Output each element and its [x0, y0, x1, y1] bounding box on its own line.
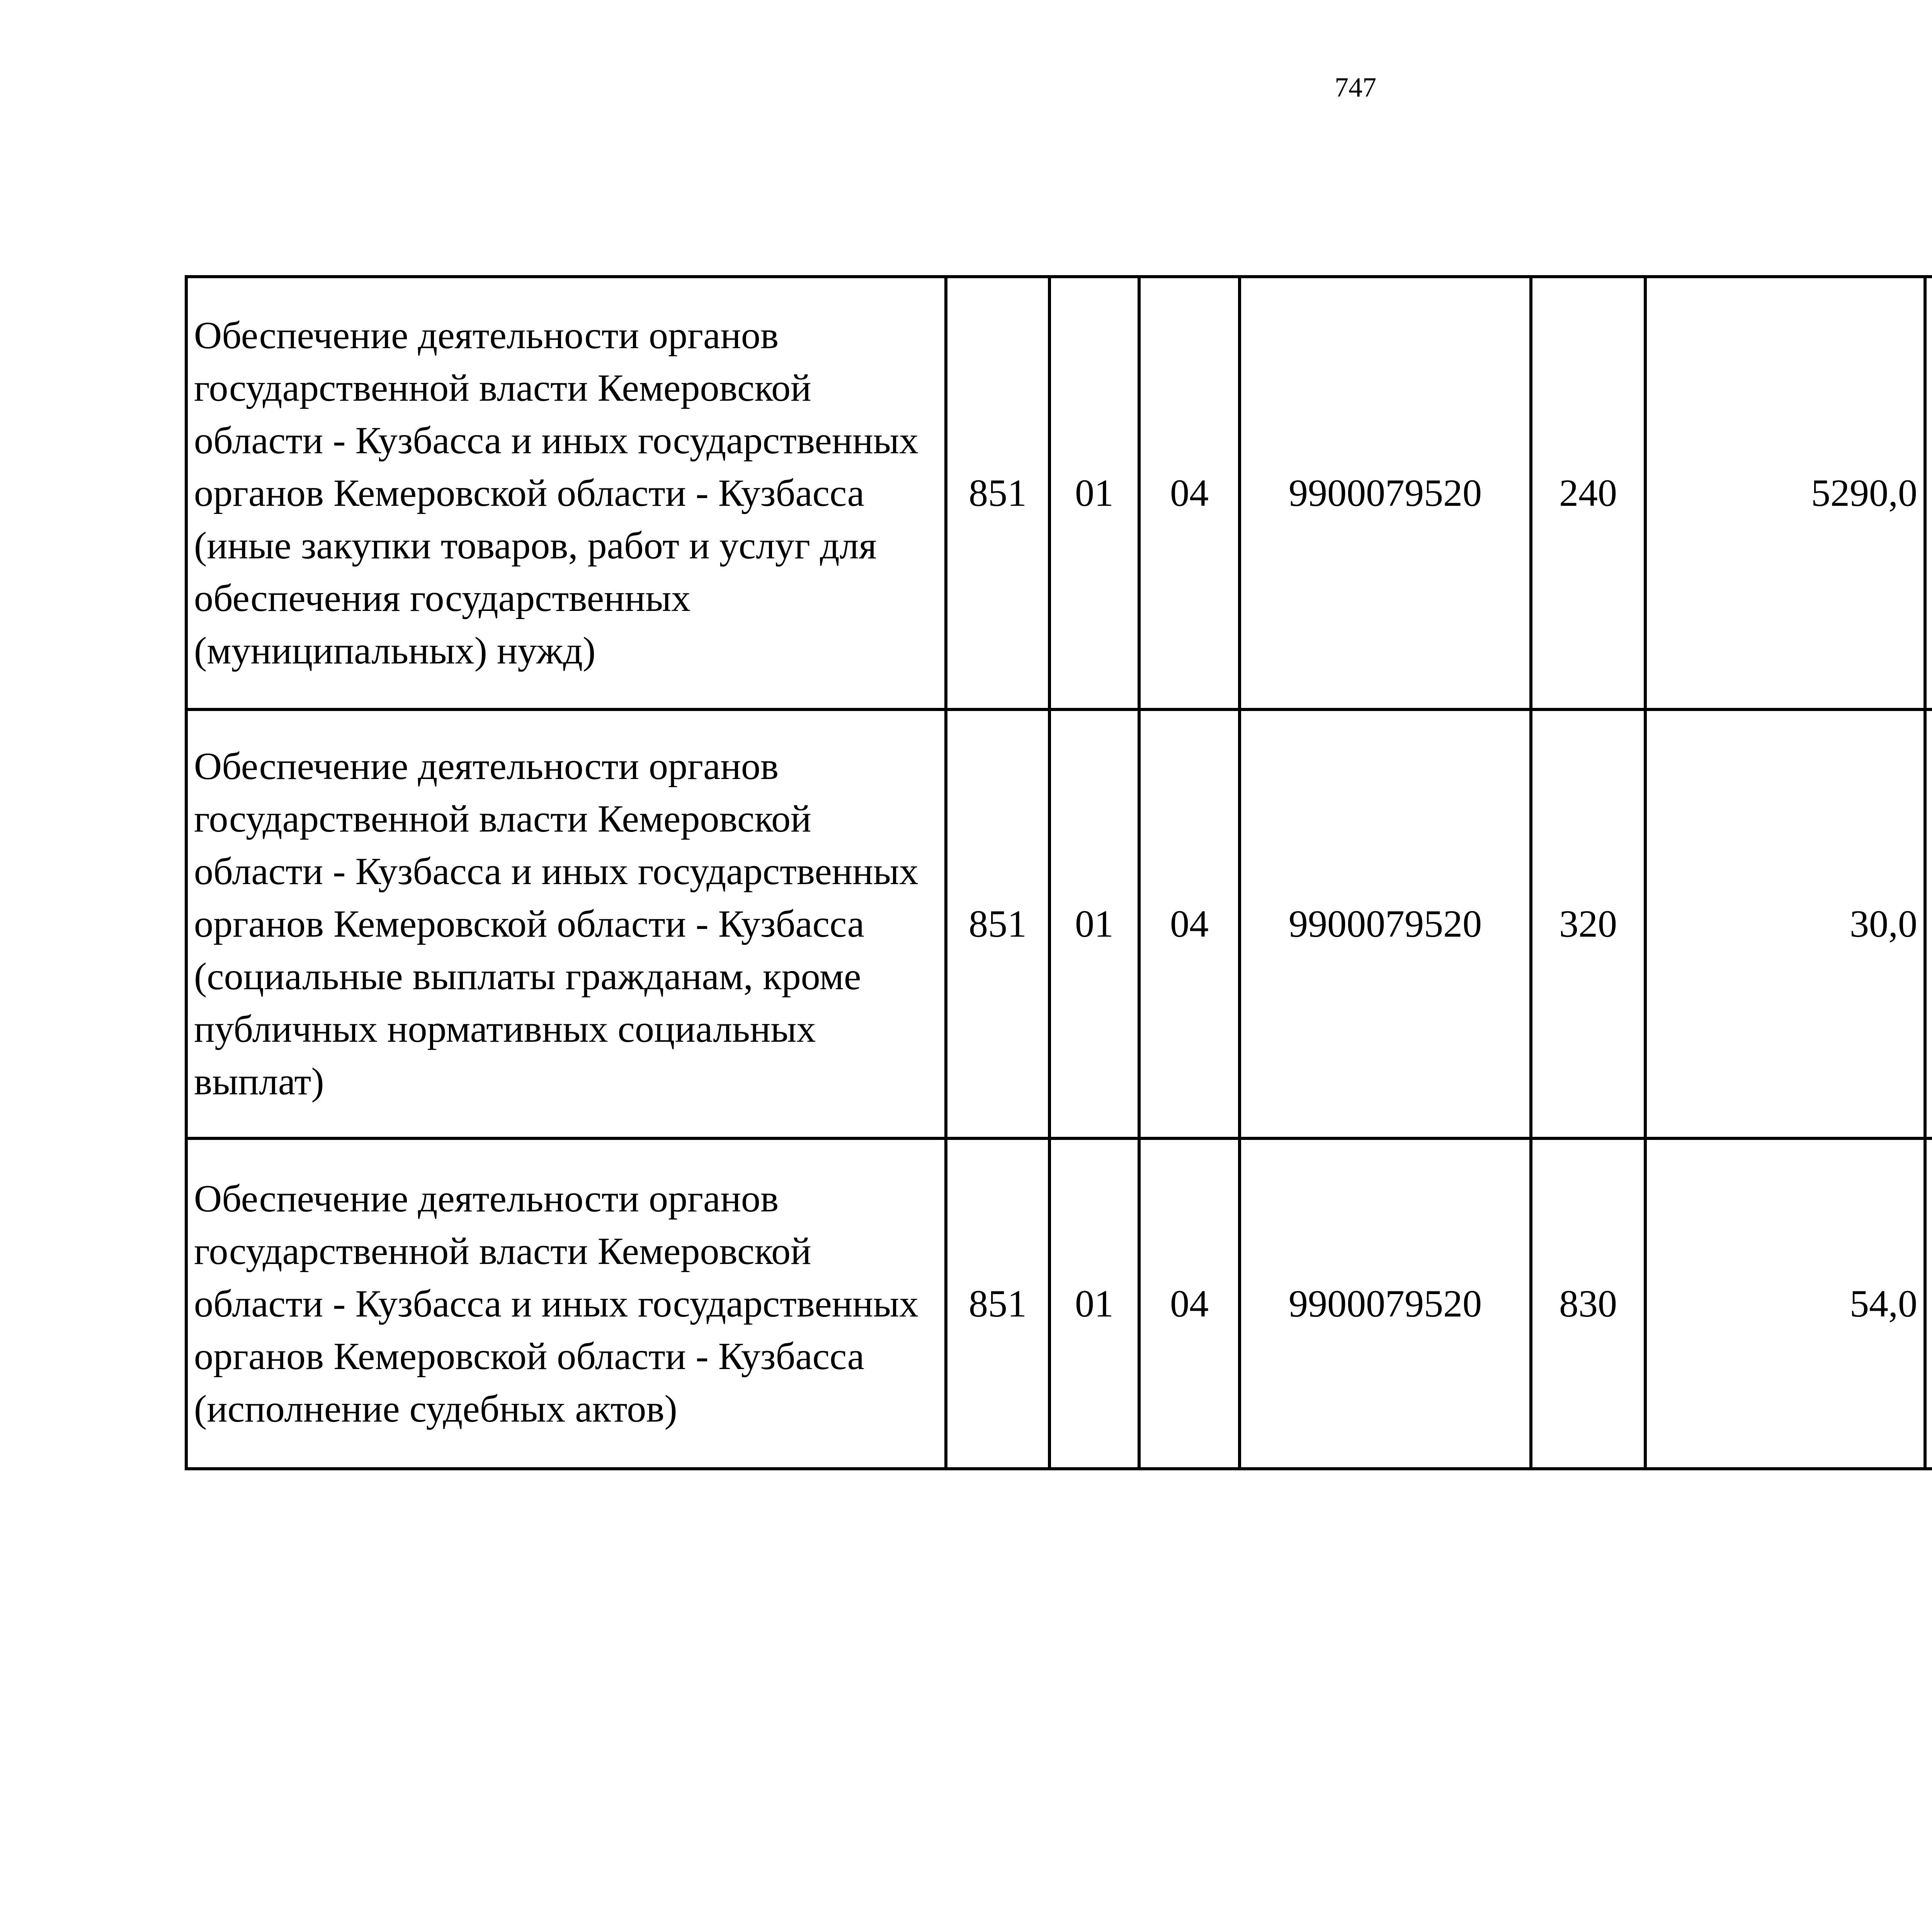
budget-table [185, 275, 1932, 1470]
amount-year-2 [1925, 709, 1932, 1138]
ministry-code: 851 [946, 277, 1049, 709]
section-code: 01 [1049, 709, 1139, 1138]
amount-year-2 [1925, 277, 1932, 709]
expense-type-code: 830 [1531, 1138, 1645, 1469]
page-number: 747 [1335, 72, 1376, 103]
amount-year-1: 54,0 [1645, 1138, 1925, 1469]
table-row [186, 1138, 1932, 1469]
ministry-code: 851 [946, 709, 1049, 1138]
subsection-code: 04 [1139, 1138, 1240, 1469]
section-code: 01 [1049, 277, 1139, 709]
section-code: 01 [1049, 1138, 1139, 1469]
amount-year-2 [1925, 1138, 1932, 1469]
subsection-code: 04 [1139, 277, 1240, 709]
target-article-code: 9900079520 [1240, 277, 1531, 709]
ministry-code: 851 [946, 1138, 1049, 1469]
amount-year-1: 5290,0 [1645, 277, 1925, 709]
subsection-code: 04 [1139, 709, 1240, 1138]
row-description: Обеспечение деятельности органов государственной власти Кемеровской области - Кузбасса и иных государственных органов Кемеровской области - Кузбасса (иные закупки товаров, работ и услуг для обеспечения государственных (муниципальных) нужд) [186, 277, 946, 709]
table-row [186, 709, 1932, 1138]
table-row [186, 277, 1932, 709]
expense-type-code: 320 [1531, 709, 1645, 1138]
amount-year-1: 30,0 [1645, 709, 1925, 1138]
row-description: Обеспечение деятельности органов государственной власти Кемеровской области - Кузбасса и иных государственных органов Кемеровской области - Кузбасса (социальные выплаты гражданам, кроме публичных нормативных социальных выплат) [186, 709, 946, 1138]
expense-type-code: 240 [1531, 277, 1645, 709]
target-article-code: 9900079520 [1240, 1138, 1531, 1469]
row-description: Обеспечение деятельности органов государственной власти Кемеровской области - Кузбасса и иных государственных органов Кемеровской области - Кузбасса (исполнение судебных актов) [186, 1138, 946, 1469]
target-article-code: 9900079520 [1240, 709, 1531, 1138]
